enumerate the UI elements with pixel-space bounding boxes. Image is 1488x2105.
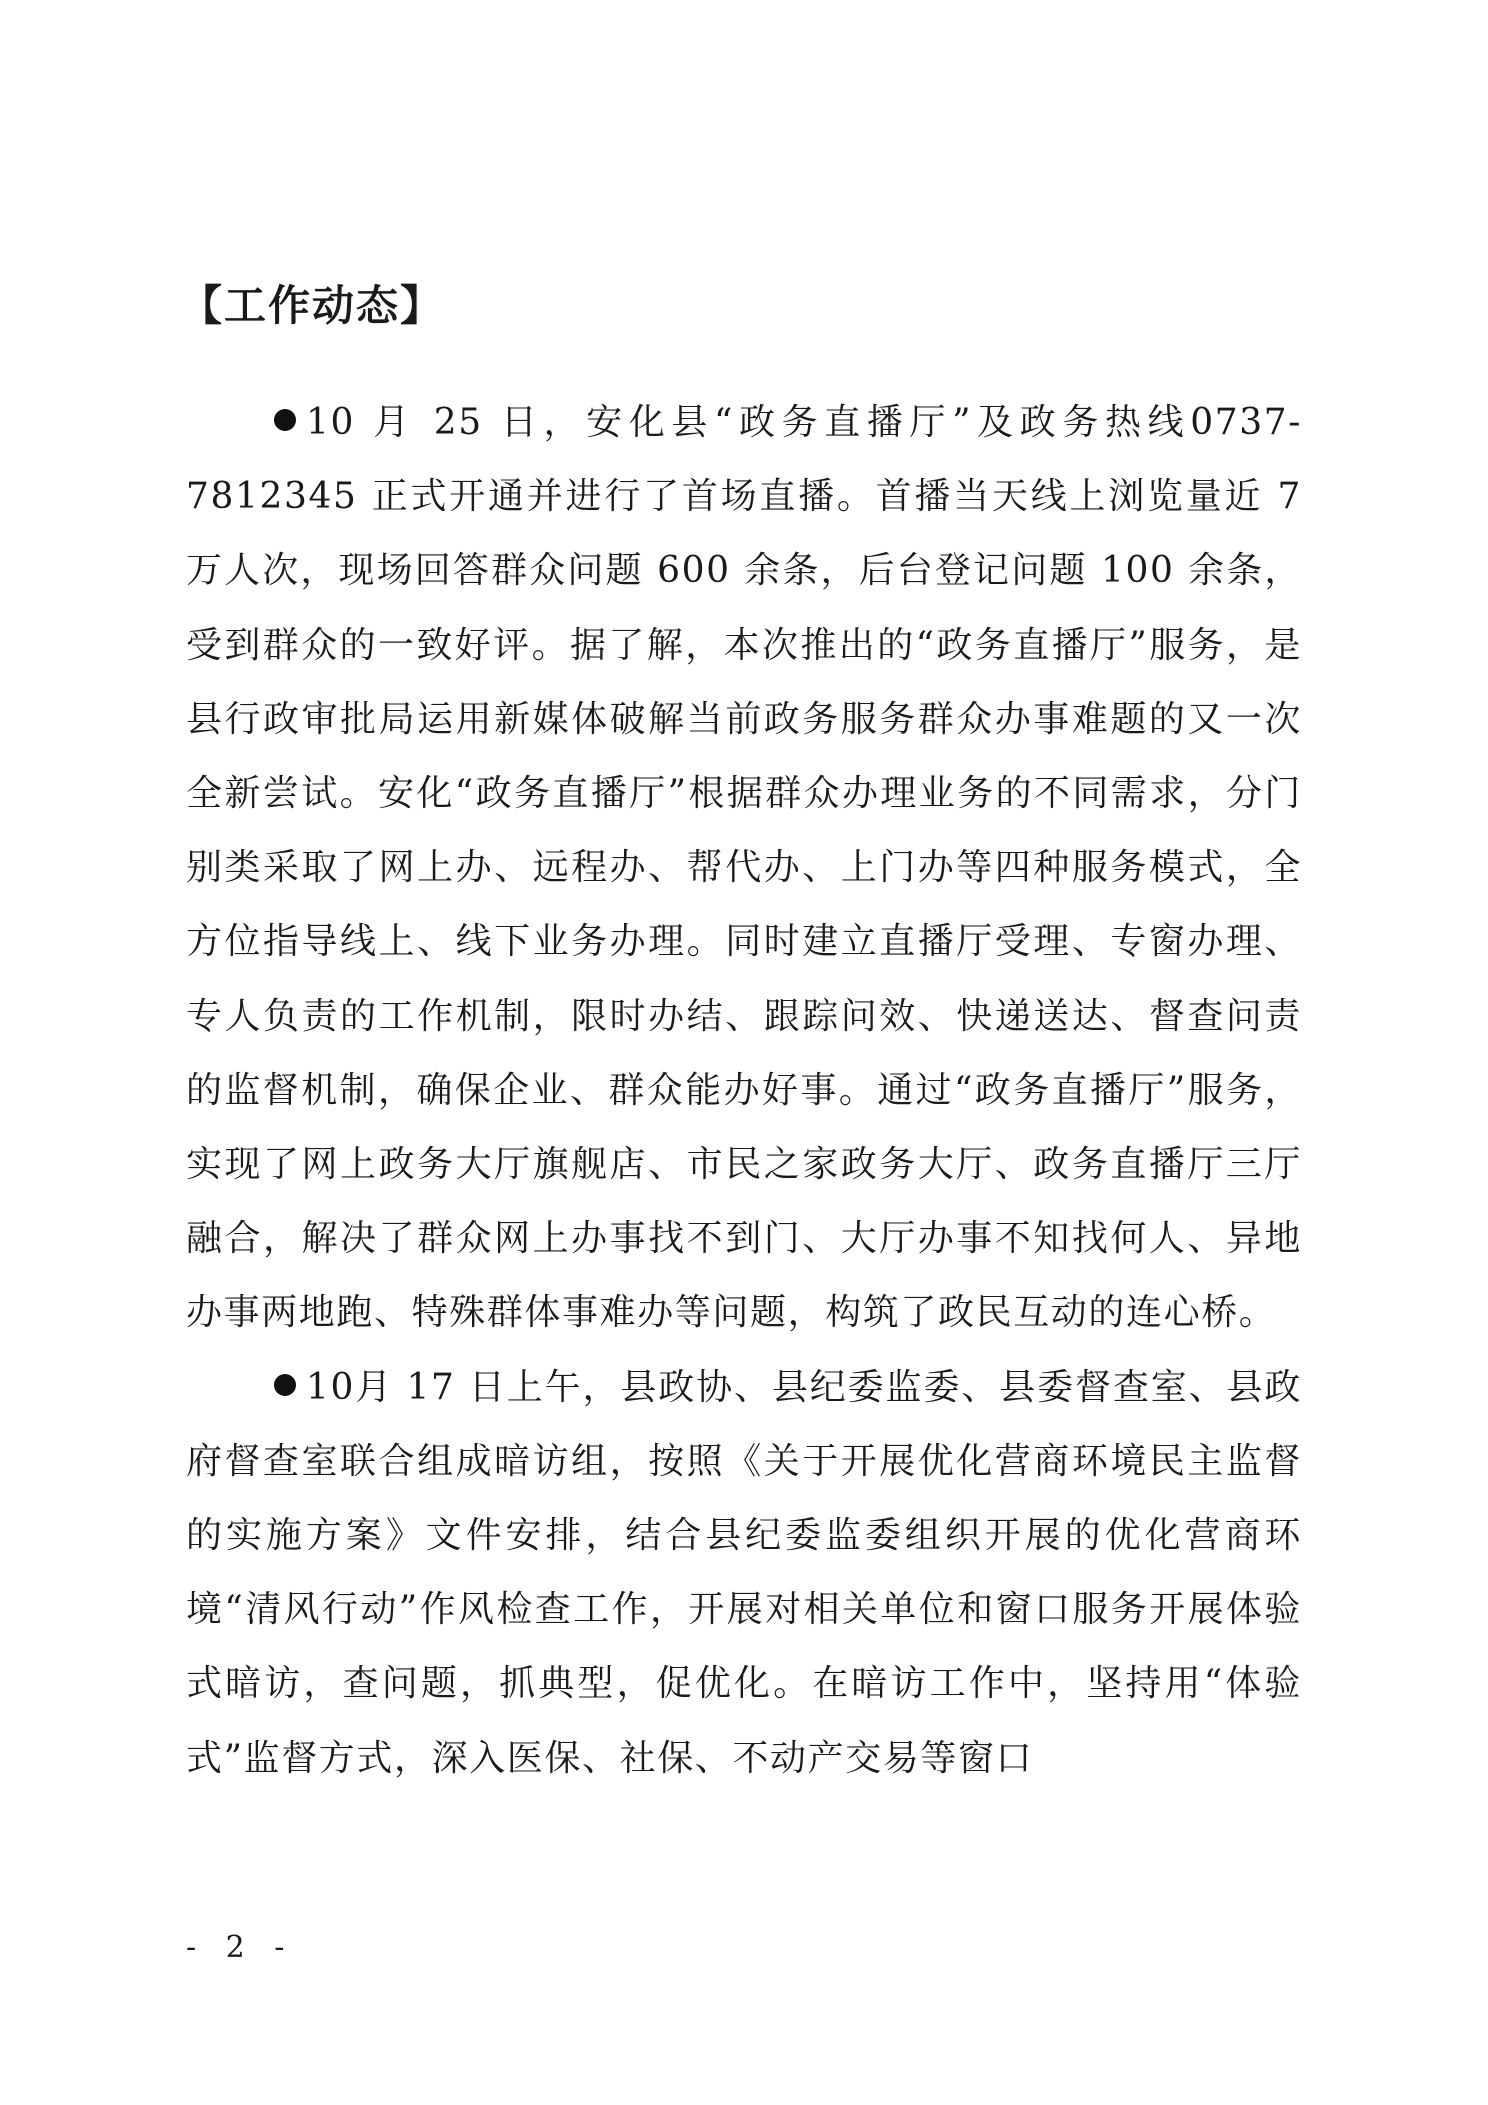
page-number: - 2 - [186, 1930, 295, 1965]
bullet-icon [274, 1374, 296, 1396]
bullet-icon [274, 409, 296, 431]
paragraph-2-text: 10月 17 日上午，县政协、县纪委监委、县委督查室、县政府督查室联合组成暗访组，按照《关于开展优化营商环境民主监督的实施方案》文件安排，结合县纪委监委组织开展的优化营商环境“清风行动”作风检查工作，开展对相关单位和窗口服务开展体验式暗访，查问题，抓典型，促优化。在暗访工作中，坚持用“体验式”监督方式，深入医保、社保、不动产交易等窗口 [186, 1366, 1302, 1779]
paragraph-2 [186, 1351, 1302, 1796]
paragraph-1 [186, 386, 1302, 1351]
paragraph-1-text: 10 月 25 日，安化县“政务直播厅”及政务热线0737-7812345 正式开通并进行了首场直播。首播当天线上浏览量近 7 万人次，现场回答群众问题 600 余条，后台登记问题 100 余条，受到群众的一致好评。据了解，本次推出的“政务直播厅”服务，是县行政审批局运用新媒体破解当前政务服务群众办事难题的又一次全新尝试。安化“政务直播厅”根据群众办理业务的不同需求，分门别类采取了网上办、远程办、帮代办、上门办等四种服务模式，全方位指导线上、线下业务办理。同时建立直播厅受理、专窗办理、专人负责的工作机制，限时办结、跟踪问效、快递送达、督查问责的监督机制，确保企业、群众能办好事。通过“政务直播厅”服务，实现了网上政务大厅旗舰店、市民之家政务大厅、政务直播厅三厅融合，解决了群众网上办事找不到门、大厅办事不知找何人、异地办事两地跑、特殊群体事难办等问题，构筑了政民互动的连心桥。 [186, 402, 1302, 1334]
document-body [186, 386, 1302, 1796]
section-title: 【工作动态】 [180, 281, 445, 330]
